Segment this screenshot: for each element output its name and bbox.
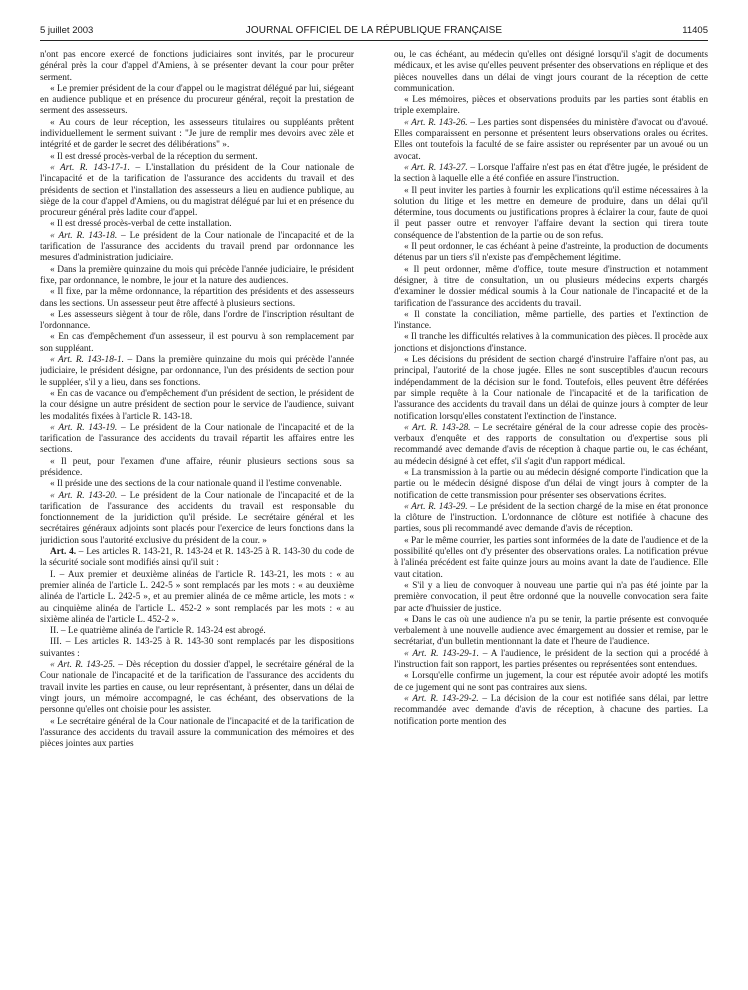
article-label: « Art. R. 143-18-1. (50, 355, 124, 366)
paragraph (40, 118, 354, 152)
article-label: « Art. R. 143-18. (50, 230, 118, 241)
article-label: « Art. R. 143-25. (50, 660, 116, 671)
paragraph (394, 118, 708, 163)
paragraph (394, 649, 708, 672)
paragraph (394, 423, 708, 468)
paragraph (40, 265, 354, 288)
article-label: « Art. R. 143-29-1. (404, 648, 479, 659)
paragraph (394, 615, 708, 649)
article-label: « Art. R. 143-28. (404, 422, 471, 433)
paragraph (40, 389, 354, 423)
paragraph-text: III. – Les articles R. 143-25 à R. 143-30 sont remplacés par les dispositions suivantes : (40, 637, 354, 659)
paragraph (394, 581, 708, 615)
paragraph-text: – Le président de la Cour nationale de l'incapacité et de la tarification de l'assurance des accidents du travail prend par ordonnance les mesures d'administration judiciaire. (40, 230, 354, 264)
paragraph (394, 694, 708, 728)
paragraph (394, 536, 708, 581)
paragraph (40, 355, 354, 389)
paragraph (40, 287, 354, 310)
paragraph-text: « Les mémoires, pièces et observations produits par les parties sont établis en triple exemplaire. (394, 95, 708, 117)
article-label: « Art. R. 143-17-1. (50, 162, 130, 173)
paragraph (394, 468, 708, 502)
paragraph (40, 310, 354, 333)
header-title: JOURNAL OFFICIEL DE LA RÉPUBLIQUE FRANÇAISE (245, 25, 503, 36)
paragraph-text: « Dans la première quinzaine du mois qui précède l'année judiciaire, le président fixe, par ordonnance, le nombre, le jour et la nature des audiences. (40, 264, 354, 286)
paragraph-text: « La transmission à la partie ou au médecin désigné comporte l'indication que la partie ou le médecin désigné dispose d'un délai de vingt jours à compter de la notification de cette transmission pour présenter ses observations écrites. (394, 467, 708, 501)
paragraph-text: « Les décisions du président de section chargé d'instruire l'affaire n'ont pas, au principal, l'autorité de la chose jugée. Elles ne sont susceptibles d'aucun recours indépendamment de la décision sur le fond. Toutefois, elles peuvent être déférées par simple requête à la Cour nationale de l'incapacité et de la tarification de l'assurance des accidents du travail dans un délai de quinze jours à compter de leur notification lorsqu'elles constatent l'extinction de l'instance. (394, 355, 708, 422)
article-label: « Art. R. 143-29-2. (404, 693, 479, 704)
page-header (40, 22, 708, 41)
paragraph-text: « Il constate la conciliation, même partielle, des parties et l'extinction de l'instance. (394, 309, 708, 332)
paragraph (40, 626, 354, 637)
paragraph-text: – Dès réception du dossier d'appel, le secrétaire général de la Cour nationale de l'incapacité et de la tarification de l'assurance des accidents du travail invite les parties en cause, ou leur représentant, à présenter, dans un délai de vingt jours, un mémoire accompagné, le cas échéant, des observations de la personne qu'elles ont choisie pour les assister. (40, 660, 354, 716)
paragraph (394, 502, 708, 536)
paragraph-text: – Le président de la Cour nationale de l'incapacité et de la tarification de l'assurance des accidents du travail est responsable du fonctionnement de la juridiction qu'il préside. Le secrétaire général et les secrétaires généraux adjoints sont placés pour l'exercice de leurs fonctions dans la juridiction sous l'autorité exclusive du président de la cour. » (40, 490, 354, 546)
paragraph (394, 50, 708, 95)
paragraph-text: « Il tranche les difficultés relatives à la communication des pièces. Il procède aux jonctions et disjonctions d'instance. (394, 332, 708, 354)
paragraph (394, 355, 708, 423)
paragraph (40, 637, 354, 660)
paragraph (394, 332, 708, 355)
paragraph (40, 717, 354, 751)
paragraph-text: « En cas de vacance ou d'empêchement d'un président de section, le président de la cour désigne un autre président de section pour le service de l'audience, suivant les modalités fixées à l'article R. 143-18. (40, 388, 354, 422)
article-heading: Art. 4. (50, 547, 77, 558)
paragraph-text: – La décision de la cour est notifiée sans délai, par lettre recommandée avec demande d'avis de réception, à chacune des parties. La notification porte mention des (394, 693, 708, 727)
paragraph-text: « Les assesseurs siègent à tour de rôle, dans l'ordre de l'inscription résultant de l'ordonnance. (40, 309, 354, 332)
paragraph-text: « En cas d'empêchement d'un assesseur, il est pourvu à son remplacement par son suppléant. (40, 332, 354, 354)
paragraph (40, 457, 354, 480)
paragraph-text: I. – Aux premier et deuxième alinéas de l'article R. 143-21, les mots : « au premier alinéa de l'article L. 242-5 » sont remplacés par les mots : « au deuxième alinéa de l'article L. 242-5 », et au premier alinéa de ce même article, les mots : « au cinquième alinéa de l'article L. 452-2 » sont remplacés par les mots : « au sixième alinéa de l'article L. 452-2 ». (40, 569, 354, 625)
paragraph (40, 163, 354, 219)
paragraph-text: « Par le même courrier, les parties sont informées de la date de l'audience et de la possibilité qu'elles ont d'y présenter des observations orales. La notification prévue à l'alinéa précédent est faite quinze jours au moins avant la date de l'audience. Elle vaut citation. (394, 535, 708, 580)
paragraph-text: « Il fixe, par la même ordonnance, la répartition des présidents et des assesseurs dans les sections. Un assesseur peut être affecté à plusieurs sections. (40, 287, 354, 309)
paragraph (40, 570, 354, 626)
header-date: 5 juillet 2003 (40, 25, 94, 36)
paragraph-text: « Il est dressé procès-verbal de cette installation. (50, 219, 232, 230)
paragraph-text: « Il peut inviter les parties à fournir les explications qu'il estime nécessaires à la solution du litige et les mettre en demeure de produire, dans un délai qu'il détermine, tous documents ou justifications propres à éclairer la cour, faute de quoi il peut passer outre et renvoyer l'affaire devant la section qui tirera toute conséquence de l'abstention de la partie ou de son refus. (394, 185, 708, 241)
paragraph-text: n'ont pas encore exercé de fonctions judiciaires sont invités, par le procureur général près la cour d'appel d'Amiens, à se présenter devant la cour pour prêter serment. (40, 50, 354, 83)
article-label: « Art. R. 143-26. (404, 117, 468, 128)
paragraph-text: « Il peut ordonner, le cas échéant à peine d'astreinte, la production de documents détenus par un tiers s'il n'existe pas d'empêchement légitime. (394, 242, 708, 264)
paragraph-text: « Il préside une des sections de la cour nationale quand il l'estime convenable. (50, 479, 342, 490)
article-label: « Art. R. 143-29. (404, 501, 468, 512)
paragraph (40, 219, 354, 230)
paragraph (40, 152, 354, 163)
paragraph (40, 332, 354, 355)
paragraph (40, 660, 354, 716)
article-label: « Art. R. 143-20. (50, 490, 118, 501)
paragraph (394, 671, 708, 694)
paragraph (394, 163, 708, 186)
paragraph (394, 186, 708, 242)
paragraph-text: « Au cours de leur réception, les assesseurs titulaires ou suppléants prêtent individuellement le serment suivant : "Je jure de remplir mes devoirs avec zèle et intégrité et de garder le secret des délibérations" ». (40, 117, 354, 151)
paragraph (40, 50, 354, 84)
header-page-number: 11405 (682, 25, 708, 36)
left-column (40, 50, 354, 980)
paragraph-text: – Le secrétaire général de la cour adresse copie des procès-verbaux d'enquête et des rapports de consultation ou d'expertise sous pli recommandé avec demande d'avis de réception à chaque partie ou, le cas échéant, au médecin désigné à cet effet, s'il s'agit d'un rapport médical. (394, 422, 708, 467)
right-column (394, 50, 708, 980)
paragraph-text: « Lorsqu'elle confirme un jugement, la cour est réputée avoir adopté les motifs de ce jugement qui ne sont pas contraires aux siens. (394, 671, 708, 693)
paragraph-text: – Lorsque l'affaire n'est pas en état d'être jugée, le président de la section à laquelle elle a été confiée en assure l'instruction. (394, 162, 708, 185)
paragraph (40, 231, 354, 265)
paragraph-text: « Dans le cas où une audience n'a pu se tenir, la partie présente est convoquée verbalement à une nouvelle audience avec émargement au dossier et remise, par le secrétariat, d'un bulletin mentionnant la date et l'heure de l'audience. (394, 614, 708, 648)
paragraph (40, 547, 354, 570)
paragraph (40, 423, 354, 457)
paragraph-text: – L'installation du président de la Cour nationale de l'incapacité et de la tarification de l'assurance des accidents du travail et des présidents de section et l'installation des assesseurs a lieu en audience publique, au siège de la cour d'appel d'Amiens, ou du magistrat délégué par lui et en présence du procureur général près ladite cour d'appel. (40, 162, 354, 219)
paragraph (394, 310, 708, 333)
paragraph-text: « S'il y a lieu de convoquer à nouveau une partie qui n'a pas été jointe par la première convocation, il peut être ordonné que la nouvelle convocation sera faite par acte d'huissier de justice. (394, 580, 708, 614)
paragraph-text: « Il est dressé procès-verbal de la réception du serment. (50, 151, 258, 162)
paragraph-text: II. – Le quatrième alinéa de l'article R. 143-24 est abrogé. (50, 626, 266, 637)
paragraph (40, 491, 354, 547)
paragraph-text: – Les articles R. 143-21, R. 143-24 et R. 143-25 à R. 143-30 du code de la sécurité sociale sont modifiés ainsi qu'il suit : (40, 547, 354, 569)
paragraph (40, 479, 354, 490)
paragraph (394, 95, 708, 118)
paragraph (394, 242, 708, 265)
paragraph (40, 84, 354, 118)
paragraph-text: – Les parties sont dispensées du ministère d'avocat ou d'avoué. Elles comparaissent en personne et présentent leurs observations orales ou écrites. Elles ont toutefois la faculté de se faire assister ou représenter par un avoué ou un avocat. (394, 117, 708, 162)
article-label: « Art. R. 143-19. (50, 422, 118, 433)
paragraph-text: « Le premier président de la cour d'appel ou le magistrat délégué par lui, siégeant en audience publique et en présence du procureur général, reçoit la prestation de serment des assesseurs. (40, 83, 354, 117)
paragraph-text: « Il peut ordonner, même d'office, toute mesure d'instruction et notamment désigner, à titre de consultation, un ou plusieurs médecins experts chargés d'examiner le dossier médical soumis à la Cour nationale de l'incapacité et de la tarification de l'assurance des accidents du travail. (394, 264, 708, 309)
paragraph-text: « Il peut, pour l'examen d'une affaire, réunir plusieurs sections sous sa présidence. (40, 456, 354, 478)
paragraph-text: – Le président de la section chargé de la mise en état prononce la clôture de l'instruction. L'ordonnance de clôture est notifiée à chacune des parties, sous pli recommandé avec demande d'avis de réception. (394, 501, 708, 535)
paragraph-text: – Le président de la Cour nationale de l'incapacité et de la tarification de l'assurance des accidents du travail répartit les affaires entre les sections. (40, 422, 354, 456)
paragraph-text: « Le secrétaire général de la Cour nationale de l'incapacité et de la tarification de l'assurance des accidents du travail assure la communication des mémoires et des pièces jointes aux parties (40, 716, 354, 750)
paragraph-text: ou, le cas échéant, au médecin qu'elles ont désigné lorsqu'il s'agit de documents médicaux, et les avise qu'elles peuvent présenter des observations en réplique et des pièces nouvelles dans un délai de vingt jours courant de la réception de cette communication. (394, 50, 708, 94)
article-label: « Art. R. 143-27. (404, 162, 468, 173)
paragraph-text: – A l'audience, le président de la section qui a procédé à l'instruction fait son rapport, les parties présentes ou représentées sont entendues. (394, 648, 708, 671)
paragraph (394, 265, 708, 310)
paragraph-text: – Dans la première quinzaine du mois qui précède l'année judiciaire, le président désigne, par ordonnance, l'un des présidents de section pour le suppléer, s'il y a lieu, dans ses fonctions. (40, 355, 354, 388)
